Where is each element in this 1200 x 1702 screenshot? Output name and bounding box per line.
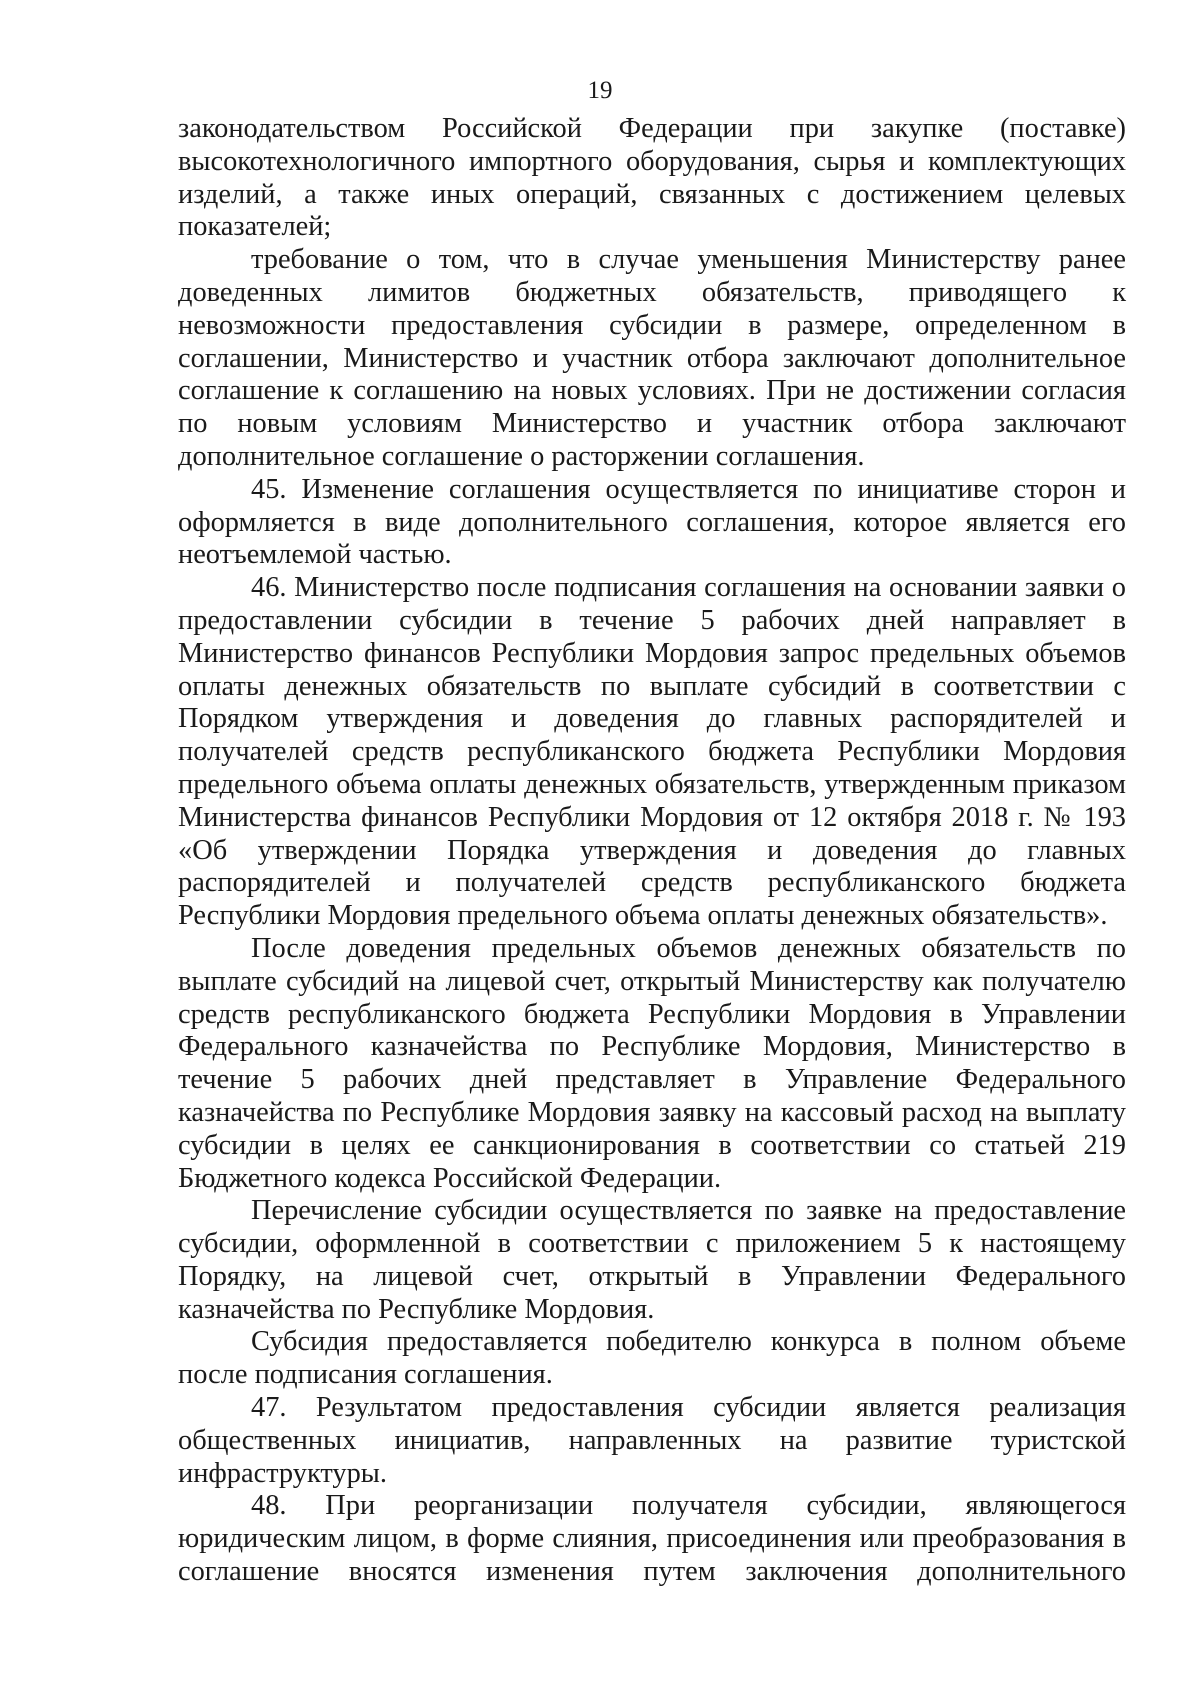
page-number: 19 [587, 77, 613, 104]
paragraph-48: 48. При реорганизации получателя субсидии, являющегося юридическим лицом, в форме слияния, присоединения или преобразования в соглашение вносятся изменения путем заключения дополнительного [178, 1490, 1126, 1588]
paragraph-subsidy-provision: Субсидия предоставляется победителю конкурса в полном объеме после подписания соглашения. [178, 1326, 1126, 1391]
paragraph-45: 45. Изменение соглашения осуществляется по инициативе сторон и оформляется в виде дополнительного соглашения, которое является его неотъемлемой частью. [178, 473, 1126, 571]
paragraph-46: 46. Министерство после подписания соглашения на основании заявки о предоставлении субсидии в течение 5 рабочих дней направляет в Министерство финансов Республики Мордовия запрос предельных объемов оплаты денежных обязательств по выплате субсидий в соответствии с Порядком утверждения и доведения до главных распорядителей и получателей средств республиканского бюджета Республики Мордовия предельного объема оплаты денежных обязательств, утвержденным приказом Министерства финансов Республики Мордовия от 12 октября 2018 г. № 193 «Об утверждении Порядка утверждения и доведения до главных распорядителей и получателей средств республиканского бюджета Республики Мордовия предельного объема оплаты денежных обязательств». [178, 572, 1126, 932]
paragraph-47: 47. Результатом предоставления субсидии является реализация общественных инициатив, направленных на развитие туристской инфраструктуры. [178, 1392, 1126, 1489]
paragraph-limits-notice: После доведения предельных объемов денежных обязательств по выплате субсидий на лицевой счет, открытый Министерству как получателю средств республиканского бюджета Республики Мордовия в Управлении Федерального казначейства по Республике Мордовия, Министерство в течение 5 рабочих дней представляет в Управление Федерального казначейства по Республике Мордовия заявку на кассовый расход на выплату субсидии в целях ее санкционирования в соответствии со статьей 219 Бюджетного кодекса Российской Федерации. [178, 932, 1126, 1194]
document-body [178, 113, 1126, 1589]
paragraph-transfer: Перечисление субсидии осуществляется по заявке на предоставление субсидии, оформленной в соответствии с приложением 5 к настоящему Порядку, на лицевой счет, открытый в Управлении Федерального казначейства по Республике Мордовия. [178, 1195, 1126, 1325]
paragraph-continuation: законодательством Российской Федерации при закупке (поставке) высокотехнологичного импортного оборудования, сырья и комплектующих изделий, а также иных операций, связанных с достижением целевых показателей; [178, 113, 1126, 243]
paragraph-requirement: требование о том, что в случае уменьшения Министерству ранее доведенных лимитов бюджетных обязательств, приводящего к невозможности предоставления субсидии в размере, определенном в соглашении, Министерство и участник отбора заключают дополнительное соглашение к соглашению на новых условиях. При не достижении согласия по новым условиям Министерство и участник отбора заключают дополнительное соглашение о расторжении соглашения. [178, 244, 1126, 472]
